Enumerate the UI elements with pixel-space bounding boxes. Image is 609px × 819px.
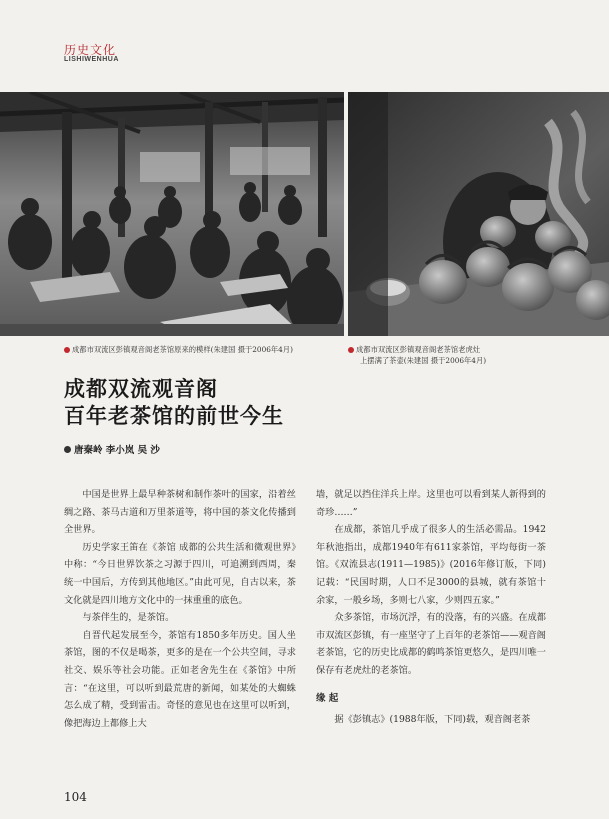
section-heading: 缘 起 — [316, 692, 339, 704]
paragraph: 历史学家王笛在《茶馆 成都的公共生活和微观世界》中称：“今日世界饮茶之习源于四川，可追溯到西周，秦统一中国后，方传到其他地区。”由此可见，自古以来，茶文化就是四川地方文化中的一抹重重的底色。 — [64, 541, 296, 606]
teahouse-interior-photo — [0, 92, 344, 336]
section-title: 历史文化 — [64, 43, 117, 57]
caption-bullet-icon — [348, 347, 354, 353]
article-column-right — [316, 486, 546, 729]
paragraph: 与茶伴生的，是茶馆。 — [82, 612, 175, 624]
right-photo-caption: 成都市双流区彭镇观音阁老茶馆老虎灶 上摆满了茶壶(朱建国 摄于2006年4月) — [348, 344, 568, 366]
tiger-stove-kettles-photo — [348, 92, 609, 336]
paragraph: 墙，就足以挡住洋兵上岸。这里也可以看到某人新得到的奇珍……” — [316, 489, 546, 518]
paragraph: 众多茶馆，市场沉浮，有的没落，有的兴盛。在成都市双流区彭镇，有一座坚守了上百年的老茶馆——观音阁老茶馆，它的历史比成都的鹤鸣茶馆更悠久，是四川唯一保存有老虎灶的老茶馆。 — [316, 612, 546, 676]
paragraph: 在成都，茶馆几乎成了很多人的生活必需品。1942年秋池指出，成都1940年有611家茶馆，平均每街一茶馆。《双流县志(1911—1985)》(2016年修订版，下同)记载：“民国时期，人口不足3000的县城，就有茶馆十余家，一般乡场，多则七八家，少则四五家。” — [316, 524, 546, 606]
paragraph: 自晋代起发展至今，茶馆有1850多年历史。国人坐茶馆，图的不仅是喝茶，更多的是在一个公共空间，寻求社交、娱乐等社会功能。正如老舍先生在《茶馆》中所言：“在这里，可以听到最荒唐的新闻，如某处的大蜘蛛怎么成了精，受到雷击。奇怪的意见也在这里可以听到，像把海边上都修上大 — [64, 629, 296, 729]
paragraph: 据《彭镇志》(1988年版，下同)载，观音阁老茶 — [334, 714, 531, 726]
section-title-pinyin: LISHIWENHUA — [64, 56, 119, 63]
article-authors: 唐秦岭 李小岚 吴 沙 — [64, 442, 160, 456]
paragraph: 中国是世界上最早种茶树和制作茶叶的国家，沿着丝绸之路、茶马古道和万里茶道等，将中国的茶文化传播到全世界。 — [64, 489, 296, 536]
left-photo-caption: 成都市双流区彭镇观音阁老茶馆原来的模样(朱建国 摄于2006年4月) — [64, 344, 349, 355]
article-column-left — [64, 486, 296, 732]
article-title-line1: 成都双流观音阁 — [64, 377, 218, 401]
article-title-line2: 百年老茶馆的前世今生 — [64, 404, 284, 428]
page-number: 104 — [64, 790, 87, 804]
author-bullet-icon — [64, 446, 71, 453]
caption-bullet-icon — [64, 347, 70, 353]
